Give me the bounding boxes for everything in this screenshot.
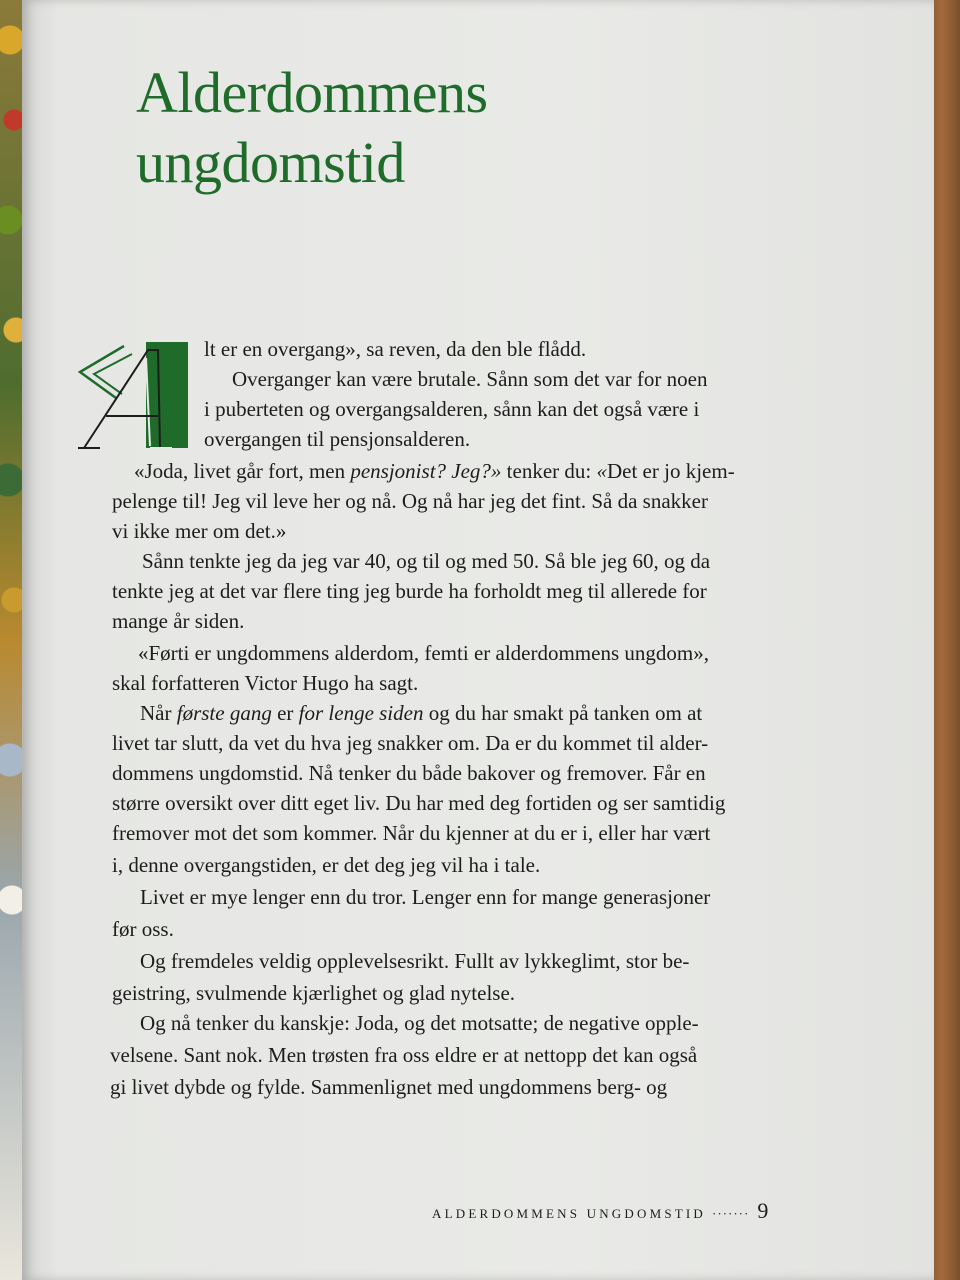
chapter-title (136, 58, 488, 198)
paragraph-5-italic-a: første gang (176, 701, 272, 725)
paragraph-2-text-c: Det er jo kjem- (606, 459, 735, 483)
paragraph-2-line-1 (134, 456, 735, 486)
paragraph-2-italic-a: pensjonist? Jeg?» (350, 459, 502, 483)
paragraph-1-line-1: lt er en overgang», sa reven, da den ble flådd. (204, 337, 587, 361)
chapter-title-line-1: Alderdommens (136, 60, 488, 125)
paragraph-1-line-4: overgangen til pensjonsalderen. (204, 427, 471, 451)
paragraph-2-text-b: tenker du: (501, 459, 597, 483)
paragraph-5-italic-b: for lenge siden (298, 701, 424, 725)
paragraph-5-line-2: livet tar slutt, da vet du hva jeg snakker om. Da er du kommet til alder- (112, 731, 709, 755)
chapter-title-line-2: ungdomstid (136, 130, 405, 195)
paragraph-5-text-a: Når (140, 701, 177, 725)
running-footer (432, 1198, 768, 1224)
paragraph-6-line-1: Livet er mye lenger enn du tror. Lenger enn for mange generasjoner (140, 885, 711, 909)
paragraph-7-line-1: Og fremdeles veldig opplevelsesrikt. Fullt av lykkeglimt, stor be- (140, 949, 690, 973)
paragraph-5-line-1 (140, 698, 702, 728)
paragraph-3-line-1: Sånn tenkte jeg da jeg var 40, og til og med 50. Så ble jeg 60, og da (142, 549, 711, 573)
paragraph-8-line-1: Og nå tenker du kanskje: Joda, og det motsatte; de negative opple- (140, 1011, 699, 1035)
paragraph-5-text-b: er (271, 701, 299, 725)
paragraph-5-line-3: dommens ungdomstid. Nå tenker du både bakover og fremover. Får en (112, 761, 706, 785)
paragraph-5-line-4: større oversikt over ditt eget liv. Du har med deg fortiden og ser samtidig (112, 791, 726, 815)
paragraph-3-line-3: mange år siden. (112, 609, 245, 633)
paragraph-8-line-2: velsene. Sant nok. Men trøsten fra oss eldre er at nettopp det kan også (110, 1043, 698, 1067)
paragraph-2-line-2: pelenge til! Jeg vil leve her og nå. Og nå har jeg det fint. Så da snakker (112, 489, 708, 513)
paragraph-1-line-2: Overganger kan være brutale. Sånn som det var for noen (232, 367, 708, 391)
drop-cap-a-icon (76, 340, 190, 452)
paragraph-7-line-2: geistring, svulmende kjærlighet og glad nytelse. (112, 981, 516, 1005)
paragraph-8-line-3: gi livet dybde og fylde. Sammenlignet med ungdommens berg- og (110, 1075, 668, 1099)
paragraph-5-line-5: fremover mot det som kommer. Når du kjenner at du er i, eller har vært (112, 821, 711, 845)
paragraph-4-line-1: «Førti er ungdommens alderdom, femti er alderdommens ungdom», (138, 641, 709, 665)
book-page (22, 0, 934, 1280)
paragraph-1-line-3: i puberteten og overgangsalderen, sånn kan det også være i (204, 397, 700, 421)
footer-dots: ······· (712, 1206, 750, 1221)
paragraph-2-line-3: vi ikke mer om det.» (112, 519, 287, 543)
page-number: 9 (757, 1198, 769, 1223)
paragraph-5-line-6: i, denne overgangstiden, er det deg jeg vil ha i tale. (112, 853, 541, 877)
table-surface (930, 0, 960, 1280)
paragraph-5-text-c: og du har smakt på tanken om at (423, 701, 703, 725)
paragraph-2-italic-quote: « (596, 459, 607, 483)
running-title: ALDERDOMMENS UNGDOMSTID (432, 1206, 707, 1221)
paragraph-3-line-2: tenkte jeg at det var flere ting jeg burde ha forholdt meg til allerede for (112, 579, 707, 603)
paragraph-4-line-2: skal forfatteren Victor Hugo ha sagt. (112, 671, 419, 695)
paragraph-2-text-a: «Joda, livet går fort, men (134, 459, 351, 483)
paragraph-6-line-2: før oss. (112, 917, 174, 941)
